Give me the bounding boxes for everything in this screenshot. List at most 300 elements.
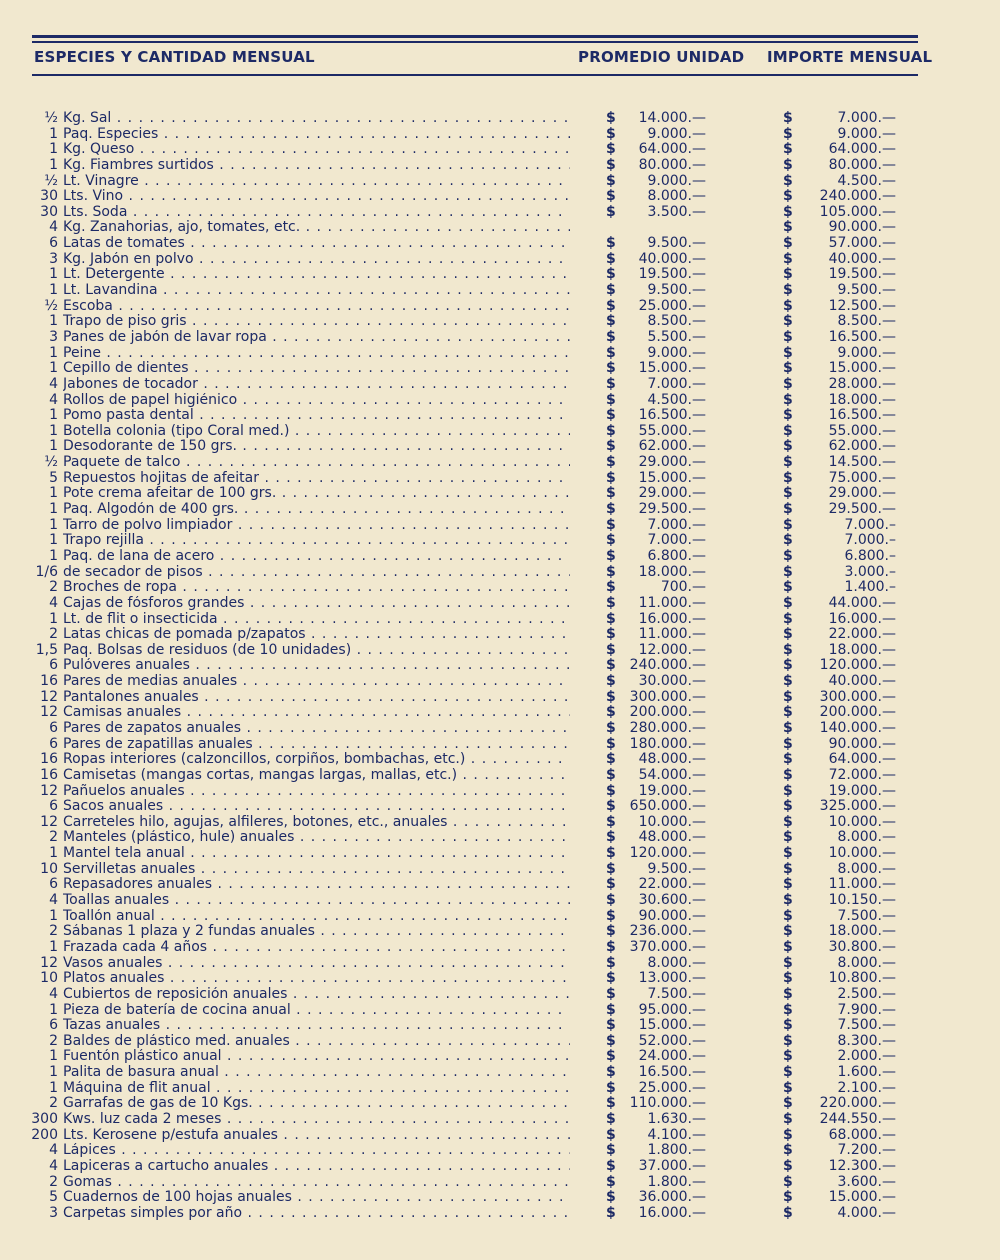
- row-unit-currency: $: [606, 985, 616, 1002]
- row-monthly-amount: 7.000.—: [837, 110, 896, 126]
- row-unit-currency: $: [606, 798, 616, 815]
- table-row: [0, 299, 1000, 315]
- row-unit-currency: $: [606, 970, 616, 987]
- row-monthly-amount: 4.500.—: [837, 172, 896, 189]
- table-row: [0, 877, 1000, 893]
- row-description: Peine . . .: [63, 346, 570, 362]
- row-description: Desodorante de 150 grs. . . .: [63, 439, 570, 455]
- row-quantity: 1: [49, 266, 58, 283]
- row-unit-price: 1.800.—: [647, 1173, 706, 1190]
- row-monthly-amount: 10.000.—: [828, 845, 896, 862]
- row-quantity: 3: [49, 1204, 58, 1221]
- row-monthly-currency: $: [783, 1157, 793, 1174]
- row-unit-price: 15.000.—: [638, 469, 706, 486]
- row-quantity: 1/6: [35, 563, 58, 580]
- row-quantity: 1: [49, 313, 58, 330]
- row-monthly-currency: $: [783, 407, 793, 424]
- row-unit-price: 8.000.—: [647, 954, 706, 971]
- row-unit-price: 240.000.—: [629, 657, 706, 674]
- row-quantity: 1: [49, 438, 58, 455]
- row-monthly-amount: 3.000.–: [844, 563, 896, 580]
- row-unit-currency: $: [606, 266, 616, 283]
- row-unit-price: 1.800.—: [647, 1142, 706, 1159]
- row-unit-price: 650.000.—: [629, 798, 706, 815]
- row-monthly-amount: 140.000.—: [819, 719, 896, 736]
- row-unit-currency: $: [606, 485, 616, 502]
- row-monthly-amount: 244.550.—: [819, 1111, 896, 1127]
- row-unit-currency: $: [606, 845, 616, 862]
- row-quantity: 10: [40, 860, 58, 877]
- row-unit-currency: $: [606, 704, 616, 721]
- row-unit-price: 15.000.—: [638, 1017, 706, 1034]
- row-monthly-amount: 240.000.—: [819, 188, 896, 205]
- row-quantity: 6: [49, 876, 58, 893]
- row-monthly-currency: $: [783, 125, 793, 142]
- row-description: Paq. Especies . . .: [63, 127, 570, 143]
- row-unit-price: 30.000.—: [638, 673, 706, 690]
- row-monthly-amount: 7.200.—: [837, 1142, 896, 1159]
- row-description: Lt. Vinagre . . .: [63, 174, 570, 190]
- table-row: [0, 596, 1000, 612]
- row-description: Pares de zapatos anuales . . .: [63, 721, 570, 737]
- row-description: Cubiertos de reposición anuales . . .: [63, 987, 570, 1003]
- row-description: Pañuelos anuales . . .: [63, 784, 570, 800]
- row-monthly-amount: 55.000.—: [828, 422, 896, 439]
- row-unit-price: 7.500.—: [647, 985, 706, 1002]
- row-unit-currency: $: [606, 923, 616, 940]
- row-description: Platos anuales . . .: [63, 971, 570, 987]
- row-quantity: 3: [49, 328, 58, 345]
- row-quantity: 12: [40, 782, 58, 799]
- row-monthly-currency: $: [783, 219, 793, 236]
- row-monthly-currency: $: [783, 1032, 793, 1049]
- row-quantity: 1: [49, 501, 58, 518]
- row-unit-currency: $: [606, 469, 616, 486]
- table-row: [0, 174, 1000, 190]
- row-monthly-amount: 10.000.—: [828, 813, 896, 830]
- row-unit-currency: $: [606, 1032, 616, 1049]
- row-quantity: 6: [49, 735, 58, 752]
- row-unit-price: 37.000.—: [638, 1157, 706, 1174]
- row-unit-price: 13.000.—: [638, 970, 706, 987]
- row-monthly-currency: $: [783, 610, 793, 627]
- row-monthly-currency: $: [783, 1126, 793, 1143]
- row-quantity: 1: [49, 282, 58, 299]
- row-monthly-currency: $: [783, 203, 793, 220]
- row-quantity: 30: [40, 203, 58, 220]
- row-unit-price: 16.500.—: [638, 1064, 706, 1081]
- row-description: Frazada cada 4 años . . .: [63, 940, 570, 956]
- row-quantity: 2: [49, 579, 58, 596]
- row-description: Paq. Bolsas de residuos (de 10 unidades) . . .: [63, 643, 570, 659]
- row-description: Máquina de flit anual . . .: [63, 1081, 570, 1097]
- row-unit-price: 7.000.—: [647, 532, 706, 549]
- row-description: Kg. Fiambres surtidos . . .: [63, 158, 570, 174]
- row-unit-currency: $: [606, 172, 616, 189]
- row-monthly-currency: $: [783, 344, 793, 361]
- table-row: [0, 1159, 1000, 1175]
- row-quantity: ½: [44, 297, 58, 314]
- table-row: [0, 267, 1000, 283]
- row-description: Lt. de flit o insecticida . . .: [63, 612, 570, 628]
- row-monthly-currency: $: [783, 1189, 793, 1206]
- row-monthly-amount: 8.500.—: [837, 313, 896, 330]
- row-monthly-currency: $: [783, 970, 793, 987]
- row-unit-currency: $: [606, 282, 616, 299]
- row-monthly-amount: 19.000.—: [828, 782, 896, 799]
- row-monthly-currency: $: [783, 1173, 793, 1190]
- row-monthly-amount: 18.000.—: [828, 641, 896, 658]
- row-monthly-currency: $: [783, 454, 793, 471]
- row-quantity: 1: [49, 485, 58, 502]
- row-monthly-amount: 22.000.—: [828, 626, 896, 643]
- row-quantity: 12: [40, 688, 58, 705]
- row-unit-currency: $: [606, 156, 616, 173]
- row-monthly-amount: 18.000.—: [828, 923, 896, 940]
- row-unit-currency: $: [606, 1189, 616, 1206]
- row-quantity: 4: [49, 1157, 58, 1174]
- row-quantity: 1,5: [35, 641, 58, 658]
- row-unit-price: 6.800.—: [647, 547, 706, 564]
- row-unit-currency: $: [606, 673, 616, 690]
- table-row: [0, 1003, 1000, 1019]
- row-description: Tazas anuales . . .: [63, 1018, 570, 1034]
- row-monthly-currency: $: [783, 563, 793, 580]
- row-unit-currency: $: [606, 782, 616, 799]
- row-unit-currency: $: [606, 454, 616, 471]
- row-unit-currency: $: [606, 1079, 616, 1096]
- row-monthly-currency: $: [783, 845, 793, 862]
- row-monthly-amount: 10.150.—: [828, 892, 896, 909]
- row-monthly-currency: $: [783, 1001, 793, 1018]
- row-unit-currency: $: [606, 203, 616, 220]
- row-unit-price: 25.000.—: [638, 1079, 706, 1096]
- row-quantity: 5: [49, 469, 58, 486]
- row-monthly-currency: $: [783, 313, 793, 330]
- table-row: [0, 956, 1000, 972]
- row-description: Paq. de lana de acero . . .: [63, 549, 570, 565]
- row-monthly-currency: $: [783, 422, 793, 439]
- row-quantity: 1: [49, 845, 58, 862]
- row-unit-price: 19.500.—: [638, 266, 706, 283]
- row-monthly-currency: $: [783, 641, 793, 658]
- row-unit-currency: $: [606, 407, 616, 424]
- row-monthly-amount: 18.000.—: [828, 391, 896, 408]
- row-monthly-currency: $: [783, 938, 793, 955]
- row-quantity: 1: [49, 516, 58, 533]
- row-unit-currency: $: [606, 892, 616, 909]
- table-row: [0, 1143, 1000, 1159]
- row-unit-price: 5.500.—: [647, 328, 706, 345]
- row-monthly-amount: 6.800.–: [844, 547, 896, 564]
- table-row: [0, 377, 1000, 393]
- table-row: [0, 518, 1000, 534]
- row-quantity: 30: [40, 188, 58, 205]
- row-unit-price: 9.000.—: [647, 172, 706, 189]
- row-description: Pares de medias anuales . . .: [63, 674, 570, 690]
- row-monthly-amount: 2.100.—: [837, 1079, 896, 1096]
- row-unit-currency: $: [606, 1064, 616, 1081]
- row-unit-price: 8.000.—: [647, 188, 706, 205]
- table-row: [0, 283, 1000, 299]
- row-monthly-amount: 220.000.—: [819, 1095, 896, 1112]
- header-promedio-unidad: PROMEDIO UNIDAD: [578, 48, 745, 66]
- row-monthly-currency: $: [783, 1064, 793, 1081]
- row-description: Panes de jabón de lavar ropa . . .: [63, 330, 570, 346]
- row-description: Carreteles hilo, agujas, alfileres, botones, etc., anuales . . .: [63, 815, 570, 831]
- row-monthly-amount: 9.000.—: [837, 344, 896, 361]
- row-unit-currency: $: [606, 610, 616, 627]
- row-unit-price: 12.000.—: [638, 641, 706, 658]
- row-quantity: 1: [49, 1079, 58, 1096]
- table-row: [0, 158, 1000, 174]
- row-monthly-amount: 3.600.—: [837, 1173, 896, 1190]
- table-row: [0, 439, 1000, 455]
- row-description: Sacos anuales . . .: [63, 799, 570, 815]
- row-unit-price: 1.630.—: [647, 1111, 706, 1127]
- row-unit-price: 36.000.—: [638, 1189, 706, 1206]
- row-quantity: 1: [49, 407, 58, 424]
- row-unit-currency: $: [606, 688, 616, 705]
- row-unit-price: 29.000.—: [638, 485, 706, 502]
- row-unit-currency: $: [606, 375, 616, 392]
- table-row: [0, 565, 1000, 581]
- row-unit-currency: $: [606, 1111, 616, 1127]
- row-unit-currency: $: [606, 141, 616, 158]
- table-row: [0, 705, 1000, 721]
- row-quantity: 4: [49, 594, 58, 611]
- row-quantity: 6: [49, 1017, 58, 1034]
- row-description: Camisetas (mangas cortas, mangas largas, mallas, etc.) . . .: [63, 768, 570, 784]
- table-row: [0, 924, 1000, 940]
- row-monthly-currency: $: [783, 1017, 793, 1034]
- row-monthly-amount: 90.000.—: [828, 219, 896, 236]
- row-monthly-amount: 9.500.—: [837, 282, 896, 299]
- row-unit-price: 54.000.—: [638, 766, 706, 783]
- row-monthly-amount: 75.000.—: [828, 469, 896, 486]
- row-monthly-currency: $: [783, 813, 793, 830]
- row-monthly-amount: 16.500.—: [828, 328, 896, 345]
- table-row: [0, 330, 1000, 346]
- row-description: Botella colonia (tipo Coral med.) . . .: [63, 424, 570, 440]
- row-quantity: 1: [49, 1048, 58, 1065]
- row-unit-currency: $: [606, 876, 616, 893]
- row-quantity: 3: [49, 250, 58, 267]
- row-monthly-currency: $: [783, 798, 793, 815]
- row-unit-currency: $: [606, 328, 616, 345]
- row-unit-price: 62.000.—: [638, 438, 706, 455]
- row-unit-price: 19.000.—: [638, 782, 706, 799]
- row-quantity: 1: [49, 1064, 58, 1081]
- row-quantity: ½: [44, 454, 58, 471]
- row-monthly-currency: $: [783, 1111, 793, 1127]
- row-unit-currency: $: [606, 657, 616, 674]
- row-quantity: 1: [49, 547, 58, 564]
- row-monthly-currency: $: [783, 860, 793, 877]
- row-quantity: 12: [40, 954, 58, 971]
- row-monthly-amount: 1.600.—: [837, 1064, 896, 1081]
- row-unit-price: 52.000.—: [638, 1032, 706, 1049]
- row-quantity: 12: [40, 813, 58, 830]
- row-quantity: 1: [49, 610, 58, 627]
- row-quantity: 6: [49, 798, 58, 815]
- row-monthly-currency: $: [783, 579, 793, 596]
- row-monthly-currency: $: [783, 1142, 793, 1159]
- row-monthly-amount: 8.000.—: [837, 829, 896, 846]
- row-monthly-amount: 7.000.–: [844, 532, 896, 549]
- row-monthly-amount: 80.000.—: [828, 156, 896, 173]
- row-unit-currency: $: [606, 235, 616, 252]
- table-row: [0, 768, 1000, 784]
- table-row: [0, 627, 1000, 643]
- row-monthly-amount: 2.000.—: [837, 1048, 896, 1065]
- row-monthly-amount: 29.000.—: [828, 485, 896, 502]
- row-monthly-amount: 300.000.—: [819, 688, 896, 705]
- row-unit-currency: $: [606, 1142, 616, 1159]
- row-description: Mantel tela anual . . .: [63, 846, 570, 862]
- row-monthly-amount: 64.000.—: [828, 141, 896, 158]
- row-description: Repasadores anuales . . .: [63, 877, 570, 893]
- row-description: de secador de pisos . . .: [63, 565, 570, 581]
- row-description: Cuadernos de 100 hojas anuales . . .: [63, 1190, 570, 1206]
- row-description: Lapiceras a cartucho anuales . . .: [63, 1159, 570, 1175]
- row-monthly-currency: $: [783, 391, 793, 408]
- row-monthly-currency: $: [783, 954, 793, 971]
- table-row: [0, 1034, 1000, 1050]
- row-unit-currency: $: [606, 1017, 616, 1034]
- row-unit-price: 120.000.—: [629, 845, 706, 862]
- table-row: [0, 111, 1000, 127]
- row-quantity: 1: [49, 344, 58, 361]
- table-row: [0, 1065, 1000, 1081]
- row-quantity: 1: [49, 422, 58, 439]
- row-unit-currency: $: [606, 297, 616, 314]
- row-monthly-amount: 7.900.—: [837, 1001, 896, 1018]
- table-row: [0, 205, 1000, 221]
- row-unit-price: 3.500.—: [647, 203, 706, 220]
- row-description: Toallas anuales . . .: [63, 893, 570, 909]
- table-row: [0, 893, 1000, 909]
- row-unit-currency: $: [606, 563, 616, 580]
- row-description: Latas chicas de pomada p/zapatos . . .: [63, 627, 570, 643]
- row-monthly-currency: $: [783, 1095, 793, 1112]
- row-description: Toallón anual . . .: [63, 909, 570, 925]
- row-unit-price: 18.000.—: [638, 563, 706, 580]
- table-row: [0, 643, 1000, 659]
- header-top-rule-thin: [32, 41, 918, 43]
- row-monthly-amount: 72.000.—: [828, 766, 896, 783]
- row-unit-price: 55.000.—: [638, 422, 706, 439]
- row-quantity: 300: [31, 1111, 58, 1127]
- row-monthly-currency: $: [783, 657, 793, 674]
- row-unit-price: 9.500.—: [647, 282, 706, 299]
- table-row: [0, 846, 1000, 862]
- row-monthly-currency: $: [783, 735, 793, 752]
- table-row: [0, 252, 1000, 268]
- row-description: Kg. Queso . . .: [63, 142, 570, 158]
- row-monthly-amount: 7.500.—: [837, 907, 896, 924]
- row-monthly-currency: $: [783, 516, 793, 533]
- row-monthly-currency: $: [783, 673, 793, 690]
- row-description: Fuentón plástico anual . . .: [63, 1049, 570, 1065]
- row-unit-currency: $: [606, 344, 616, 361]
- row-unit-currency: $: [606, 1095, 616, 1112]
- row-unit-currency: $: [606, 1048, 616, 1065]
- row-unit-price: 64.000.—: [638, 141, 706, 158]
- row-quantity: 2: [49, 1032, 58, 1049]
- row-unit-price: 110.000.—: [629, 1095, 706, 1112]
- row-monthly-amount: 105.000.—: [819, 203, 896, 220]
- row-quantity: 1: [49, 125, 58, 142]
- row-monthly-amount: 19.500.—: [828, 266, 896, 283]
- row-unit-price: 7.000.—: [647, 375, 706, 392]
- row-unit-price: 48.000.—: [638, 751, 706, 768]
- row-monthly-amount: 40.000.—: [828, 250, 896, 267]
- table-row: [0, 424, 1000, 440]
- row-quantity: 4: [49, 1142, 58, 1159]
- row-monthly-amount: 12.300.—: [828, 1157, 896, 1174]
- row-unit-price: 16.000.—: [638, 610, 706, 627]
- table-row: [0, 549, 1000, 565]
- table-row: [0, 127, 1000, 143]
- row-monthly-currency: $: [783, 360, 793, 377]
- row-quantity: 1: [49, 938, 58, 955]
- row-monthly-currency: $: [783, 297, 793, 314]
- row-monthly-currency: $: [783, 594, 793, 611]
- row-monthly-amount: 7.500.—: [837, 1017, 896, 1034]
- row-monthly-currency: $: [783, 188, 793, 205]
- row-unit-currency: $: [606, 719, 616, 736]
- row-monthly-amount: 8.000.—: [837, 954, 896, 971]
- row-unit-price: 29.500.—: [638, 501, 706, 518]
- row-monthly-amount: 57.000.—: [828, 235, 896, 252]
- row-unit-currency: $: [606, 1001, 616, 1018]
- row-monthly-amount: 16.500.—: [828, 407, 896, 424]
- row-unit-currency: $: [606, 501, 616, 518]
- table-row: [0, 1049, 1000, 1065]
- row-unit-currency: $: [606, 391, 616, 408]
- row-unit-currency: $: [606, 766, 616, 783]
- row-description: Ropas interiores (calzoncillos, corpiños, bombachas, etc.) . . .: [63, 752, 570, 768]
- row-monthly-amount: 4.000.—: [837, 1204, 896, 1221]
- row-quantity: 200: [31, 1126, 58, 1143]
- table-row: [0, 940, 1000, 956]
- row-description: Pares de zapatillas anuales . . .: [63, 737, 570, 753]
- row-unit-currency: $: [606, 1173, 616, 1190]
- table-row: [0, 815, 1000, 831]
- table-row: [0, 752, 1000, 768]
- row-description: Kg. Sal . . .: [63, 111, 570, 127]
- table-row: [0, 1175, 1000, 1191]
- row-quantity: 6: [49, 657, 58, 674]
- row-monthly-amount: 28.000.—: [828, 375, 896, 392]
- row-unit-price: 180.000.—: [629, 735, 706, 752]
- row-quantity: 2: [49, 1095, 58, 1112]
- row-description: Trapo de piso gris . . .: [63, 314, 570, 330]
- row-unit-price: 9.000.—: [647, 125, 706, 142]
- table-row: [0, 784, 1000, 800]
- row-description: Lts. Vino . . .: [63, 189, 570, 205]
- row-unit-price: 10.000.—: [638, 813, 706, 830]
- row-unit-currency: $: [606, 360, 616, 377]
- row-monthly-currency: $: [783, 235, 793, 252]
- row-description: Servilletas anuales . . .: [63, 862, 570, 878]
- row-unit-price: 9.000.—: [647, 344, 706, 361]
- row-unit-currency: $: [606, 954, 616, 971]
- row-monthly-amount: 11.000.—: [828, 876, 896, 893]
- row-monthly-currency: $: [783, 110, 793, 126]
- row-description: Garrafas de gas de 10 Kgs. . . .: [63, 1096, 570, 1112]
